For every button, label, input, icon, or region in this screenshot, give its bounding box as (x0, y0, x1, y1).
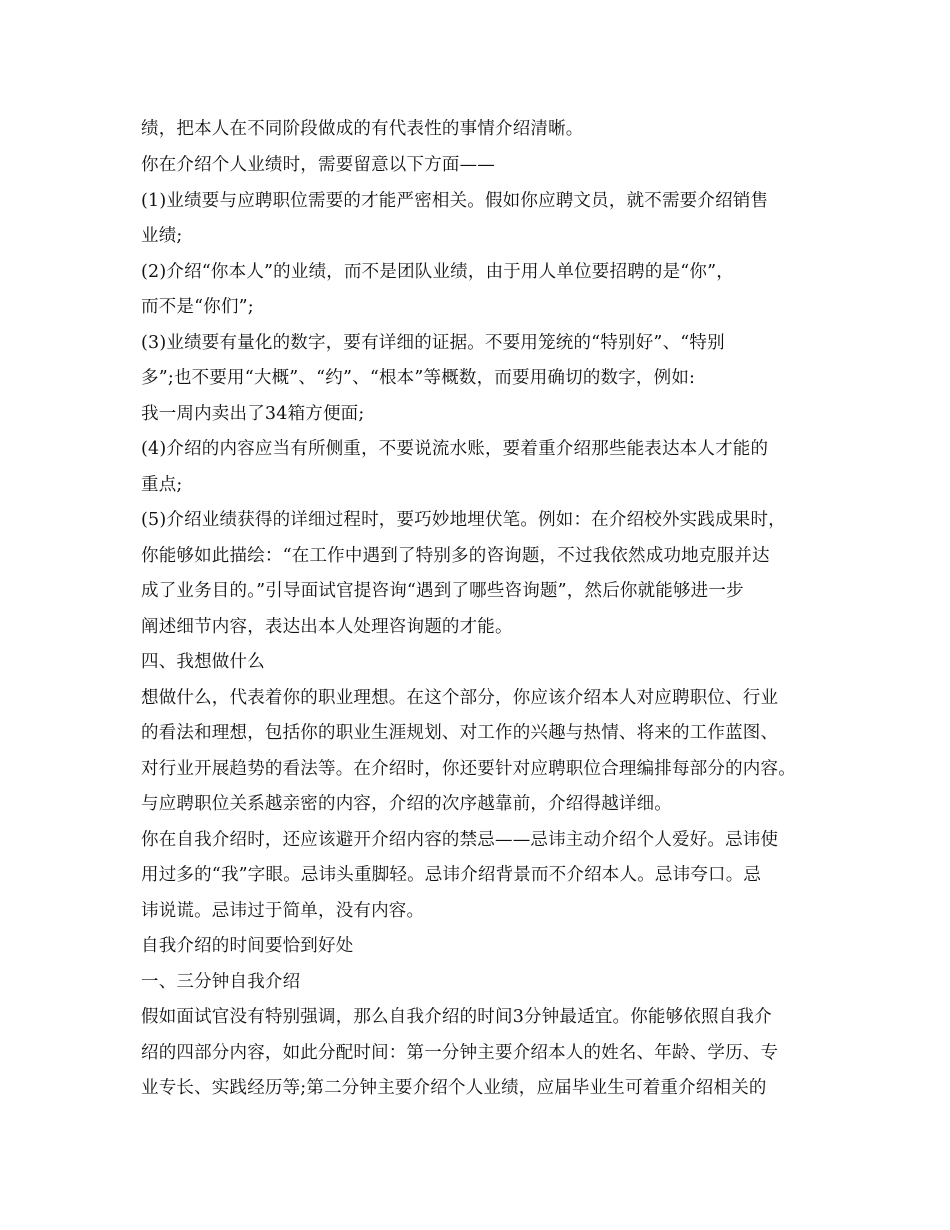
text-line: 的看法和理想，包括你的职业生涯规划、对工作的兴趣与热情、将来的工作蓝图、 (141, 723, 779, 743)
text-line: 绍的四部分内容，如此分配时间：第一分钟主要介绍本人的姓名、年龄、学历、专 (141, 1043, 779, 1063)
text-line: 你在自我介绍时，还应该避开介绍内容的禁忌——忌讳主动介绍个人爱好。忌讳使 (141, 830, 779, 850)
text-line: 用过多的“我”字眼。忌讳头重脚轻。忌讳介绍背景而不介绍本人。忌讳夸口。忌 (141, 865, 762, 885)
text-line: (1)业绩要与应聘职位需要的才能严密相关。假如你应聘文员，就不需要介绍销售 (141, 191, 769, 211)
text-line: 假如面试官没有特别强调，那么自我介绍的时间3分钟最适宜。你能够依照自我介 (141, 1007, 772, 1027)
text-line: 想做什么，代表着你的职业理想。在这个部分，你应该介绍本人对应聘职位、行业 (141, 688, 779, 708)
text-line: 对行业开展趋势的看法等。在介绍时，你还要针对应聘职位合理编排每部分的内容。 (141, 759, 796, 779)
section-heading: 四、我想做什么 (141, 652, 265, 672)
text-line: 阐述细节内容，表达出本人处理咨询题的才能。 (141, 617, 513, 637)
text-line: 你能够如此描绘：“在工作中遇到了特别多的咨询题，不过我依然成功地克服并达 (141, 546, 770, 566)
text-line: 多”;也不要用“大概”、“约”、“根本”等概数，而要用确切的数字，例如: (141, 368, 696, 388)
text-line: (3)业绩要有量化的数字，要有详细的证据。不要用笼统的“特别好”、“特别 (141, 333, 725, 353)
text-line: 成了业务目的。”引导面试官提咨询“遇到了哪些咨询题”，然后你就能够进一步 (141, 581, 744, 601)
text-line: 业专长、实践经历等;第二分钟主要介绍个人业绩，应届毕业生可着重介绍相关的 (141, 1078, 767, 1098)
text-line: (2)介绍“你本人”的业绩，而不是团队业绩，由于用人单位要招聘的是“你”， (141, 262, 734, 282)
text-line: 我一周内卖出了34箱方便面; (141, 404, 365, 424)
text-line: 重点; (141, 475, 183, 495)
section-heading: 一、三分钟自我介绍 (141, 972, 301, 992)
section-heading: 自我介绍的时间要恰到好处 (141, 936, 354, 956)
text-line: 绩，把本人在不同阶段做成的有代表性的事情介绍清晰。 (141, 119, 584, 139)
text-line: 业绩; (141, 226, 183, 246)
text-line: 你在介绍个人业绩时，需要留意以下方面—— (141, 155, 495, 175)
text-line: 讳说谎。忌讳过于简单，没有内容。 (141, 901, 425, 921)
text-line: (5)介绍业绩获得的详细过程时，要巧妙地埋伏笔。例如：在介绍校外实践成果时， (141, 510, 786, 530)
text-line: 而不是“你们”; (141, 297, 254, 317)
text-line: (4)介绍的内容应当有所侧重，不要说流水账，要着重介绍那些能表达本人才能的 (141, 439, 769, 459)
text-line: 与应聘职位关系越亲密的内容，介绍的次序越靠前，介绍得越详细。 (141, 794, 672, 814)
